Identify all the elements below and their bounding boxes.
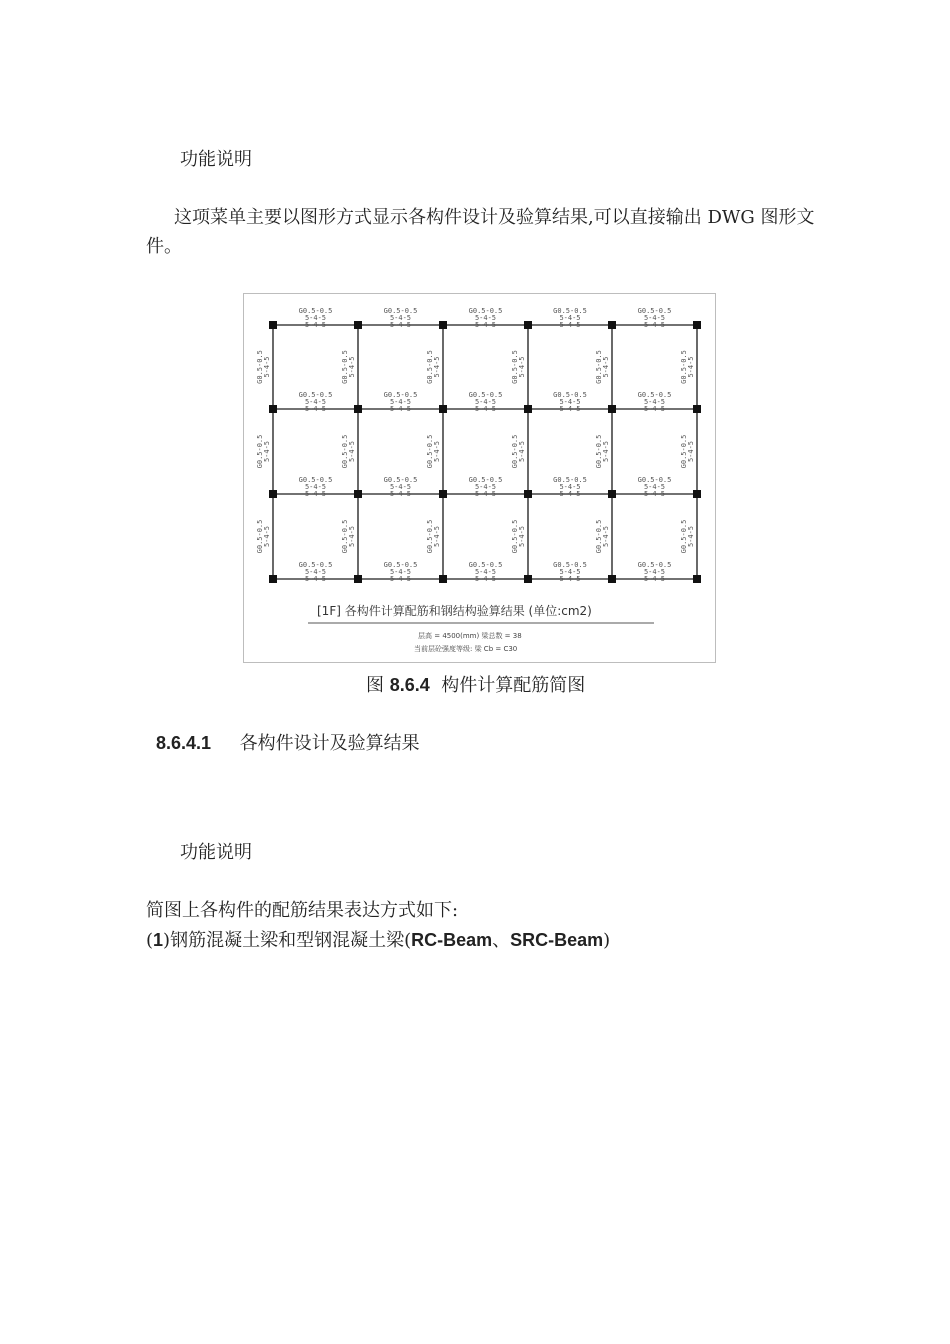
beam-label: G0.5-0.5 bbox=[553, 561, 587, 569]
vbeam-label: G0.5-0.5 bbox=[341, 519, 349, 554]
beam-label: 5-4-5 bbox=[474, 490, 497, 498]
vbeam-label: G0.5-0.5 bbox=[426, 519, 434, 554]
column-node bbox=[269, 405, 277, 413]
vbeam-label: 5-4-5 bbox=[518, 356, 526, 378]
section-number: 8.6.4.1 bbox=[156, 733, 212, 753]
column-node bbox=[524, 575, 532, 583]
beam-label: G0.5-0.5 bbox=[468, 307, 503, 315]
beam-label: 5-4-5 bbox=[304, 575, 327, 583]
vbeam-label: G0.5-0.5 bbox=[680, 519, 688, 554]
beam-label: 5-4-5 bbox=[304, 490, 327, 498]
beam-label: 5-4-5 bbox=[643, 490, 666, 498]
beam-label: 5-4-5 bbox=[474, 321, 497, 329]
column-node bbox=[354, 405, 362, 413]
figure-title: [1F] 各构件计算配筋和钢结构验算结果 (单位:cm2) bbox=[317, 604, 592, 618]
member-labels bbox=[256, 307, 695, 583]
beam-label: 5-4-5 bbox=[559, 321, 581, 329]
column-node bbox=[439, 490, 447, 498]
column-node bbox=[693, 490, 701, 498]
beam-label: 5-4-5 bbox=[643, 405, 666, 413]
para2-code1: RC-Beam bbox=[411, 930, 493, 950]
column-node bbox=[269, 321, 277, 329]
beam-label: G0.5-0.5 bbox=[553, 476, 587, 484]
vbeam-label: 5-4-5 bbox=[518, 440, 526, 463]
beam-label: G0.5-0.5 bbox=[637, 476, 672, 484]
beam-label: G0.5-0.5 bbox=[553, 307, 587, 315]
vbeam-label: G0.5-0.5 bbox=[341, 434, 349, 469]
beam-label: 5-4-5 bbox=[304, 483, 327, 491]
beam-label: 5-4-5 bbox=[389, 575, 412, 583]
vbeam-label: G0.5-0.5 bbox=[341, 350, 349, 384]
paragraph-2 bbox=[146, 927, 610, 954]
column-node bbox=[608, 405, 616, 413]
caption-prefix: 图 bbox=[366, 675, 390, 696]
vbeam-label: G0.5-0.5 bbox=[595, 350, 603, 384]
beam-label: 5-4-5 bbox=[559, 568, 581, 576]
beam-label: G0.5-0.5 bbox=[468, 476, 503, 484]
paragraph-1: 简图上各构件的配筋结果表达方式如下: bbox=[146, 900, 459, 921]
para2-num: 1 bbox=[153, 930, 164, 950]
vbeam-label: G0.5-0.5 bbox=[256, 519, 264, 554]
beam-label: G0.5-0.5 bbox=[383, 307, 418, 315]
column-node bbox=[693, 575, 701, 583]
vbeam-label: 5-4-5 bbox=[433, 440, 441, 463]
beam-label: G0.5-0.5 bbox=[637, 307, 672, 315]
beam-label: 5-4-5 bbox=[474, 314, 497, 322]
beam-label: 5-4-5 bbox=[559, 405, 581, 413]
beam-label: 5-4-5 bbox=[643, 575, 666, 583]
beam-label: 5-4-5 bbox=[389, 490, 412, 498]
beam-label: G0.5-0.5 bbox=[553, 391, 587, 399]
figure-info-2: 当前层砼强度等级: 梁 Cb = C30 bbox=[414, 645, 518, 653]
beam-label: 5-4-5 bbox=[474, 483, 497, 491]
vbeam-label: G0.5-0.5 bbox=[680, 434, 688, 469]
beam-label: 5-4-5 bbox=[304, 314, 327, 322]
column-node bbox=[269, 490, 277, 498]
column-markers bbox=[269, 321, 701, 583]
column-node bbox=[608, 575, 616, 583]
beam-label: 5-4-5 bbox=[643, 568, 666, 576]
column-node bbox=[269, 575, 277, 583]
beam-label: G0.5-0.5 bbox=[637, 561, 672, 569]
beam-label: G0.5-0.5 bbox=[298, 476, 333, 484]
beam-label: 5-4-5 bbox=[389, 568, 412, 576]
beam-label: 5-4-5 bbox=[304, 405, 327, 413]
column-node bbox=[439, 321, 447, 329]
vbeam-label: 5-4-5 bbox=[263, 440, 271, 463]
beam-label: 5-4-5 bbox=[559, 575, 581, 583]
beam-label: G0.5-0.5 bbox=[468, 561, 503, 569]
vbeam-label: G0.5-0.5 bbox=[680, 350, 688, 384]
structural-plan-svg bbox=[244, 294, 715, 662]
vbeam-label: 5-4-5 bbox=[602, 440, 610, 463]
column-node bbox=[439, 405, 447, 413]
column-node bbox=[524, 321, 532, 329]
beam-label: 5-4-5 bbox=[559, 398, 581, 406]
column-node bbox=[354, 321, 362, 329]
column-node bbox=[524, 490, 532, 498]
function-heading-1: 功能说明 bbox=[180, 149, 252, 170]
figure-caption bbox=[366, 672, 585, 699]
beam-label: 5-4-5 bbox=[559, 483, 581, 491]
vbeam-label: 5-4-5 bbox=[263, 356, 271, 378]
para2-code2: SRC-Beam bbox=[510, 930, 604, 950]
column-node bbox=[439, 575, 447, 583]
beam-label: 5-4-5 bbox=[643, 398, 666, 406]
beam-label: 5-4-5 bbox=[474, 405, 497, 413]
caption-text: 构件计算配筋简图 bbox=[441, 675, 586, 696]
vbeam-label: 5-4-5 bbox=[687, 440, 695, 463]
para2-close: ) bbox=[603, 930, 611, 951]
beam-label: 5-4-5 bbox=[389, 321, 412, 329]
beam-label: G0.5-0.5 bbox=[383, 391, 418, 399]
column-node bbox=[524, 405, 532, 413]
column-node bbox=[693, 405, 701, 413]
beam-label: 5-4-5 bbox=[474, 568, 497, 576]
beam-label: 5-4-5 bbox=[304, 321, 327, 329]
vbeam-label: G0.5-0.5 bbox=[256, 434, 264, 469]
column-node bbox=[608, 490, 616, 498]
section-heading bbox=[156, 730, 420, 757]
beam-label: 5-4-5 bbox=[389, 405, 412, 413]
column-node bbox=[693, 321, 701, 329]
vbeam-label: 5-4-5 bbox=[263, 525, 271, 548]
para2-text: )钢筋混凝土梁和型钢混凝土梁( bbox=[163, 930, 412, 951]
beam-label: G0.5-0.5 bbox=[298, 307, 333, 315]
vbeam-label: G0.5-0.5 bbox=[426, 350, 434, 384]
vbeam-label: 5-4-5 bbox=[602, 356, 610, 378]
beam-label: G0.5-0.5 bbox=[383, 561, 418, 569]
function-heading-2: 功能说明 bbox=[180, 842, 252, 863]
column-node bbox=[608, 321, 616, 329]
vbeam-label: 5-4-5 bbox=[602, 525, 610, 548]
vbeam-label: G0.5-0.5 bbox=[426, 434, 434, 469]
beam-label: 5-4-5 bbox=[389, 314, 412, 322]
vbeam-label: 5-4-5 bbox=[348, 356, 356, 378]
beam-label: 5-4-5 bbox=[474, 398, 497, 406]
beam-label: 5-4-5 bbox=[389, 483, 412, 491]
vbeam-label: G0.5-0.5 bbox=[511, 350, 519, 384]
vbeam-label: G0.5-0.5 bbox=[256, 350, 264, 384]
column-node bbox=[354, 490, 362, 498]
vbeam-label: 5-4-5 bbox=[433, 356, 441, 378]
beam-label: G0.5-0.5 bbox=[468, 391, 503, 399]
vbeam-label: 5-4-5 bbox=[518, 525, 526, 548]
beam-label: 5-4-5 bbox=[559, 490, 581, 498]
beam-label: 5-4-5 bbox=[559, 314, 581, 322]
beam-grid bbox=[273, 325, 697, 579]
vbeam-label: 5-4-5 bbox=[433, 525, 441, 548]
beam-label: G0.5-0.5 bbox=[298, 561, 333, 569]
beam-label: G0.5-0.5 bbox=[383, 476, 418, 484]
vbeam-label: G0.5-0.5 bbox=[595, 519, 603, 554]
vbeam-label: G0.5-0.5 bbox=[511, 519, 519, 554]
para2-open: ( bbox=[146, 930, 154, 951]
intro-paragraph: 这项菜单主要以图形方式显示各构件设计及验算结果,可以直接输出 DWG 图形文件。 bbox=[146, 207, 815, 257]
figure-info-1: 层高 = 4500(mm) 梁总数 = 38 bbox=[418, 632, 522, 640]
beam-label: 5-4-5 bbox=[643, 321, 666, 329]
para2-sep: 、 bbox=[492, 930, 511, 951]
vbeam-label: 5-4-5 bbox=[687, 525, 695, 548]
vbeam-label: G0.5-0.5 bbox=[511, 434, 519, 469]
beam-label: G0.5-0.5 bbox=[637, 391, 672, 399]
vbeam-label: 5-4-5 bbox=[687, 356, 695, 378]
caption-number: 8.6.4 bbox=[389, 675, 430, 695]
beam-label: 5-4-5 bbox=[304, 568, 327, 576]
section-title: 各构件设计及验算结果 bbox=[239, 733, 420, 754]
vbeam-label: 5-4-5 bbox=[348, 440, 356, 463]
beam-label: 5-4-5 bbox=[389, 398, 412, 406]
beam-label: 5-4-5 bbox=[474, 575, 497, 583]
beam-label: 5-4-5 bbox=[643, 314, 666, 322]
beam-label: G0.5-0.5 bbox=[298, 391, 333, 399]
beam-label: 5-4-5 bbox=[643, 483, 666, 491]
beam-label: 5-4-5 bbox=[304, 398, 327, 406]
vbeam-label: G0.5-0.5 bbox=[595, 434, 603, 469]
vbeam-label: 5-4-5 bbox=[348, 525, 356, 548]
column-node bbox=[354, 575, 362, 583]
reinforcement-diagram bbox=[243, 293, 716, 663]
